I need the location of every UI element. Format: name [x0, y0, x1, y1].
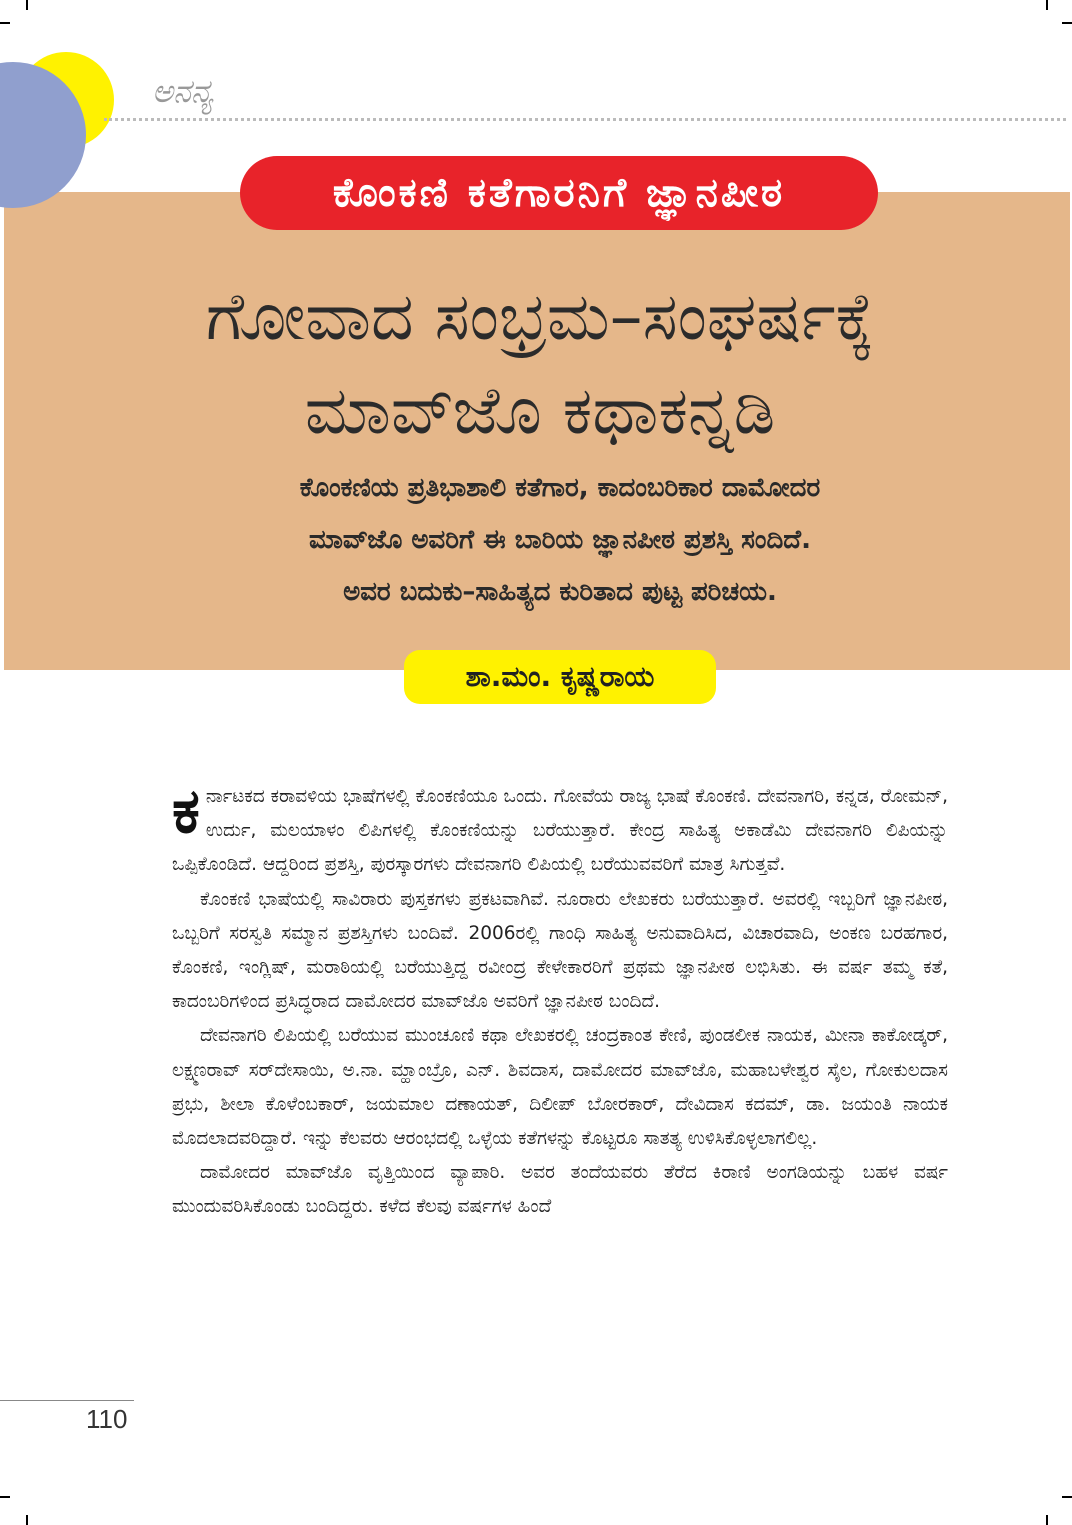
section-label: ಅನನ್ಯ: [152, 72, 214, 110]
standfirst-line: ಅವರ ಬದುಕು–ಸಾಹಿತ್ಯದ ಕುರಿತಾದ ಪುಟ್ಟ ಪರಿಚಯ.: [343, 577, 777, 607]
headline-line: ಮಾವ್‍ಜೊ ಕಥಾಕನ್ನಡಿ: [304, 372, 776, 449]
article-standfirst: [130, 462, 990, 618]
body-paragraph: [172, 774, 948, 883]
body-paragraph: ಕೊಂಕಣಿ ಭಾಷೆಯಲ್ಲಿ ಸಾವಿರಾರು ಪುಸ್ತಕಗಳು ಪ್ರಕಟವಾಗಿವೆ. ನೂರಾರು ಲೇಖಕರು ಬರೆಯುತ್ತಾರೆ. ಅವರಲ್ಲಿ ಇಬ್ಬರಿಗೆ ಜ್ಞಾನಪೀಠ, ಒಬ್ಬರಿಗೆ ಸರಸ್ವತಿ ಸಮ್ಮಾನ ಪ್ರಶಸ್ತಿಗಳು ಬಂದಿವೆ. 2006ರಲ್ಲಿ ಗಾಂಧಿ ಸಾಹಿತ್ಯ ಅನುವಾದಿಸಿದ, ವಿಚಾರವಾದಿ, ಅಂಕಣ ಬರಹಗಾರ, ಕೊಂಕಣಿ, ಇಂಗ್ಲಿಷ್, ಮರಾಠಿಯಲ್ಲಿ ಬರೆಯುತ್ತಿದ್ದ ರವೀಂದ್ರ ಕೇಳೇಕಾರರಿಗೆ ಪ್ರಥಮ ಜ್ಞಾನಪೀಠ ಲಭಿಸಿತು. ಈ ವರ್ಷ ತಮ್ಮ ಕತೆ, ಕಾದಂಬರಿಗಳಿಂದ ಪ್ರಸಿದ್ಧರಾದ ದಾಮೋದರ ಮಾವ್‍ಜೊ ಅವರಿಗೆ ಜ್ಞಾನಪೀಠ ಬಂದಿದೆ.: [172, 888, 948, 1013]
kicker-pill: ಕೊಂಕಣಿ ಕತೆಗಾರನಿಗೆ ಜ್ಞಾನಪೀಠ: [240, 156, 878, 230]
dotted-divider: [104, 118, 1066, 121]
crop-mark: [26, 0, 28, 10]
crop-mark: [1062, 22, 1072, 24]
article-body: [172, 774, 948, 1225]
body-paragraph: ದೇವನಾಗರಿ ಲಿಪಿಯಲ್ಲಿ ಬರೆಯುವ ಮುಂಚೂಣಿ ಕಥಾ ಲೇಖಕರಲ್ಲಿ ಚಂದ್ರಕಾಂತ ಕೇಣಿ, ಪುಂಡಲೀಕ ನಾಯಕ, ಮೀನಾ ಕಾಕೋಡ್ಕರ್, ಲಕ್ಷ್ಮಣರಾವ್ ಸರ್‌ದೇಸಾಯಿ, ಅ.ನಾ. ಮ್ಹಾಂಬ್ರೊ, ಎನ್. ಶಿವದಾಸ, ದಾಮೋದರ ಮಾವ್‍ಜೊ, ಮಹಾಬಳೇಶ್ವರ ಸೈಲ, ಗೋಕುಲದಾಸ ಪ್ರಭು, ಶೀಲಾ ಕೊಳೆಂಬಕಾರ್, ಜಯಮಾಲ ದಣಾಯತ್, ದಿಲೀಪ್ ಬೋರಕಾರ್, ದೇವಿದಾಸ ಕದಮ್, ಡಾ. ಜಯಂತಿ ನಾಯಕ ಮೊದಲಾದವರಿದ್ದಾರೆ. ಇನ್ನು ಕೆಲವರು ಆರಂಭದಲ್ಲಿ ಒಳ್ಳೆಯ ಕತೆಗಳನ್ನು ಕೊಟ್ಟರೂ ಸಾತತ್ಯ ಉಳಿಸಿಕೊಳ್ಳಲಾಗಲಿಲ್ಲ.: [172, 1025, 948, 1150]
crop-mark: [0, 1496, 10, 1498]
paragraph-text: ರ್ನಾಟಕದ ಕರಾವಳಿಯ ಭಾಷೆಗಳಲ್ಲಿ ಕೊಂಕಣಿಯೂ ಒಂದು. ಗೋವೆಯ ರಾಜ್ಯ ಭಾಷೆ ಕೊಂಕಣಿ. ದೇವನಾಗರಿ, ಕನ್ನಡ, ರೋಮನ್, ಉರ್ದು, ಮಲಯಾಳಂ ಲಿಪಿಗಳಲ್ಲಿ ಕೊಂಕಣಿಯನ್ನು ಬರೆಯುತ್ತಾರೆ. ಕೇಂದ್ರ ಸಾಹಿತ್ಯ ಅಕಾಡೆಮಿ ದೇವನಾಗರಿ ಲಿಪಿಯನ್ನು ಒಪ್ಪಿಕೊಂಡಿದೆ. ಆದ್ದರಿಂದ ಪ್ರಶಸ್ತಿ, ಪುರಸ್ಕಾರಗಳು ದೇವನಾಗರಿ ಲಿಪಿಯಲ್ಲಿ ಬರೆಯುವವರಿಗೆ ಮಾತ್ರ ಸಿಗುತ್ತವೆ.: [172, 786, 948, 876]
headline-line: ಗೋವಾದ ಸಂಭ್ರಮ–ಸಂಘರ್ಷಕ್ಕೆ: [205, 278, 875, 355]
crop-mark: [26, 1515, 28, 1525]
crop-mark: [1046, 1515, 1048, 1525]
article-headline: [40, 270, 1040, 458]
author-byline: ಶಾ.ಮಂ. ಕೃಷ್ಣರಾಯ: [404, 650, 716, 704]
standfirst-line: ಕೊಂಕಣಿಯ ಪ್ರತಿಭಾಶಾಲಿ ಕತೆಗಾರ, ಕಾದಂಬರಿಕಾರ ದಾಮೋದರ: [299, 473, 821, 503]
standfirst-line: ಮಾವ್‍ಜೊ ಅವರಿಗೆ ಈ ಬಾರಿಯ ಜ್ಞಾನಪೀಠ ಪ್ರಶಸ್ತಿ ಸಂದಿದೆ.: [309, 525, 811, 555]
page-number: 110: [86, 1404, 128, 1434]
crop-mark: [1046, 0, 1048, 10]
crop-mark: [0, 22, 10, 24]
drop-cap: ಕ: [172, 774, 200, 847]
footer-rule: [0, 1400, 134, 1401]
crop-mark: [1062, 1496, 1072, 1498]
body-paragraph: ದಾಮೋದರ ಮಾವ್‍ಜೊ ವೃತ್ತಿಯಿಂದ ವ್ಯಾಪಾರಿ. ಅವರ ತಂದೆಯವರು ತೆರೆದ ಕಿರಾಣಿ ಅಂಗಡಿಯನ್ನು ಬಹಳ ವರ್ಷ ಮುಂದುವರಿಸಿಕೊಂಡು ಬಂದಿದ್ದರು. ಕಳೆದ ಕೆಲವು ವರ್ಷಗಳ ಹಿಂದೆ: [172, 1162, 948, 1218]
